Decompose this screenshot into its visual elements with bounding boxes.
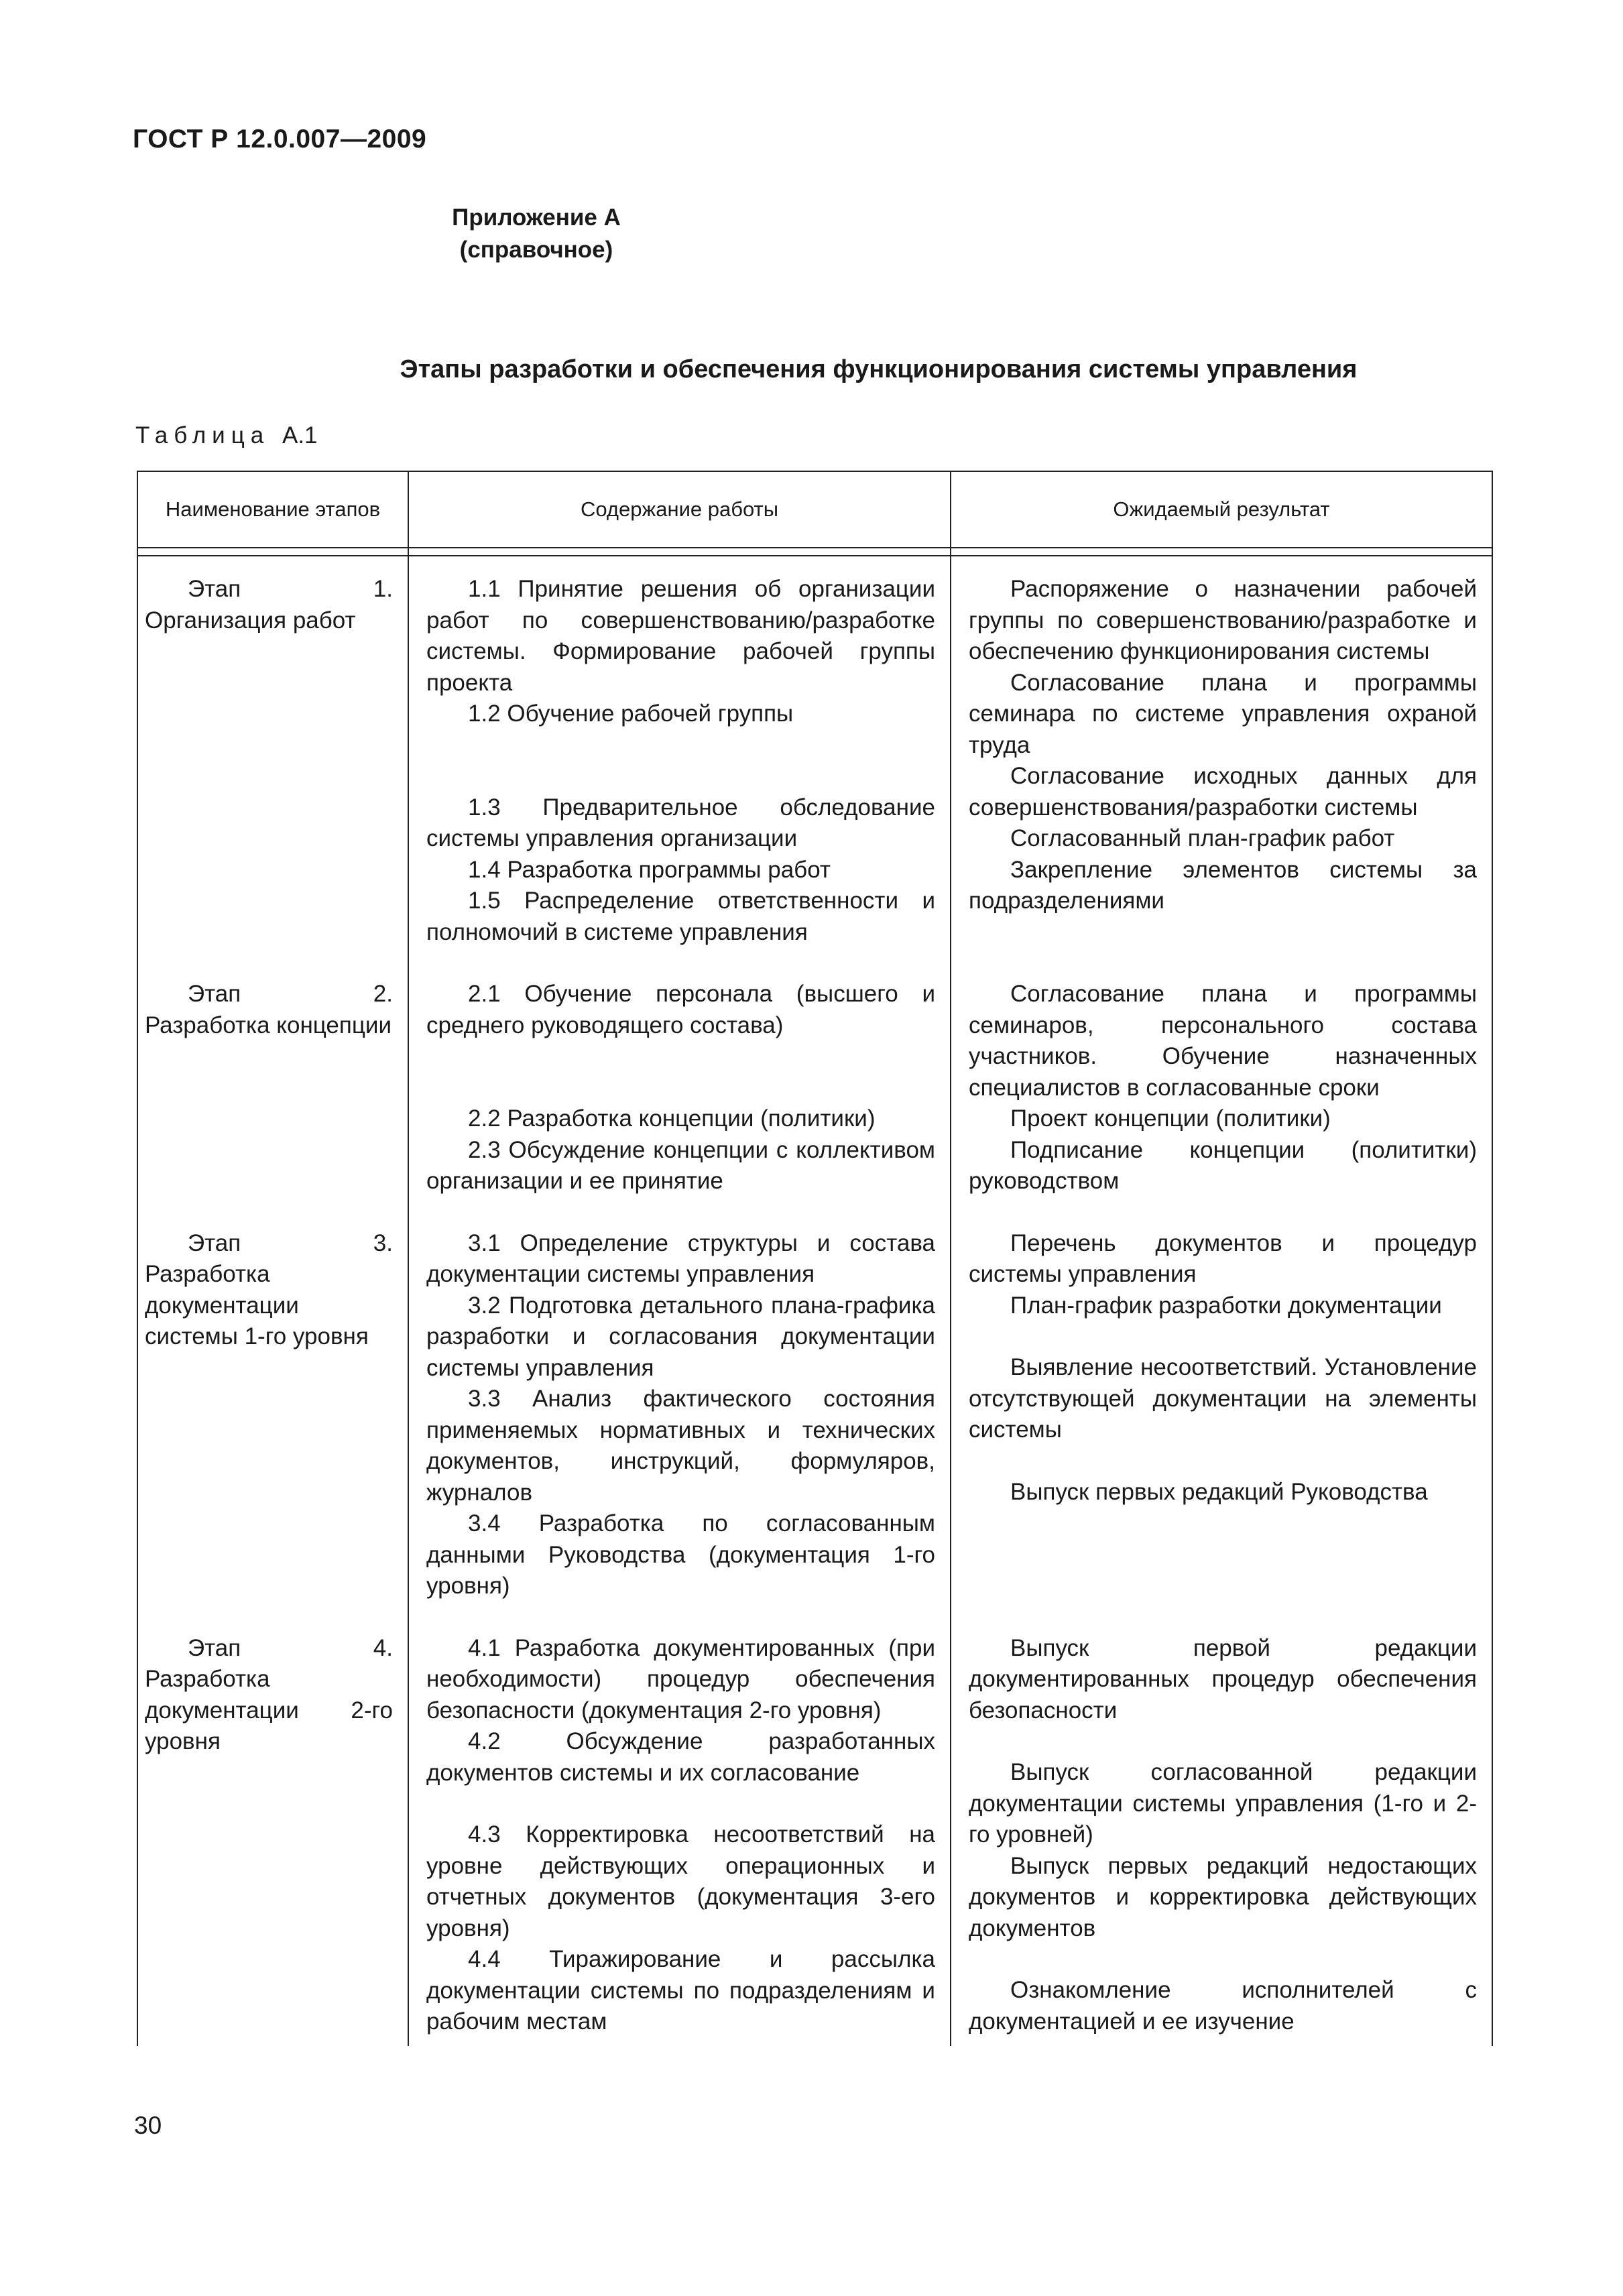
work-item: 3.3 Анализ фактического состояния применяемых нормативных и технических документов, инструкций, формуляров, журналов	[426, 1386, 935, 1506]
result-item: Согласование исходных данных для совершенствования/разработки системы	[969, 763, 1477, 821]
appendix-title: Приложение А	[452, 204, 621, 231]
table-header-row	[137, 471, 1492, 548]
stage-name: Этап 2. Разработка концепции	[145, 981, 393, 1038]
work-item: 1.1 Принятие решения об организации работ по совершенствованию/разработке системы. Формирование рабочей группы проекта	[426, 576, 935, 696]
result-item: Выпуск согласованной редакции документации системы управления (1-го и 2-го уровней)	[969, 1759, 1477, 1848]
work-item: 1.5 Распределение ответственности и полномочий в системе управления	[426, 888, 935, 945]
work-item: 4.3 Корректировка несоответствий на уровне действующих операционных и отчетных документов (документация 3-его уровня)	[426, 1821, 935, 1941]
result-item: Выпуск первых редакций Руководства	[1010, 1478, 1428, 1505]
work-item: 2.3 Обсуждение концепции с коллективом организации и ее принятие	[426, 1136, 935, 1194]
work-item: 4.4 Тиражирование и рассылка документации системы по подразделениям и рабочим местам	[426, 1946, 935, 2035]
appendix-subtitle: (справочное)	[459, 237, 613, 263]
page-number: 30	[134, 2112, 162, 2139]
stage-name: Этап 3. Разработка документации системы 1-го уровня	[145, 1229, 393, 1349]
work-item: 2.1 Обучение персонала (высшего и среднего руководящего состава)	[426, 981, 935, 1038]
table-row	[137, 1211, 1492, 1616]
appendix-heading	[0, 202, 1623, 266]
document-header: ГОСТ Р 12.0.007—2009	[133, 125, 427, 154]
stages-table	[137, 471, 1493, 2046]
stage-name: Этап 1. Организация работ	[145, 576, 393, 633]
result-item: Проект концепции (политики)	[1010, 1105, 1331, 1132]
work-item: 4.2 Обсуждение разработанных документов системы и их согласование	[426, 1728, 935, 1786]
table-row	[137, 1616, 1492, 2046]
result-item: Перечень документов и процедур системы управления	[969, 1229, 1477, 1287]
table-row	[137, 556, 1492, 961]
work-item: 3.1 Определение структуры и состава документации системы управления	[426, 1229, 935, 1287]
result-item: Выпуск первой редакции документированных процедур обеспечения безопасности	[969, 1634, 1477, 1724]
table-label: Таблица А.1	[135, 422, 318, 448]
result-item: Закрепление элементов системы за подразделениями	[969, 856, 1477, 914]
col-header-work: Содержание работы	[408, 471, 951, 548]
col-header-result: Ожидаемый результат	[951, 471, 1492, 548]
stage-name: Этап 4. Разработка документации 2-го уровня	[145, 1634, 393, 1754]
work-item: 1.4 Разработка программы работ	[468, 856, 831, 883]
work-item: 4.1 Разработка документированных (при необходимости) процедур обеспечения безопасности (документация 2-го уровня)	[426, 1634, 935, 1724]
result-item: Согласование плана и программы семинаров, персонального состава участников. Обучение назначенных специалистов в согласованные сроки	[969, 981, 1477, 1101]
section-title: Этапы разработки и обеспечения функционирования системы управления	[400, 355, 1358, 383]
result-item: Распоряжение о назначении рабочей группы по совершенствованию/разработке и обеспечению функционирования системы	[969, 576, 1477, 664]
work-item: 1.2 Обучение рабочей группы	[468, 701, 794, 727]
work-item: 3.4 Разработка по согласованным данными Руководства (документация 1-го уровня)	[426, 1510, 935, 1599]
result-item: Выпуск первых редакций недостающих документов и корректировка действующих документов	[969, 1852, 1477, 1941]
result-item: Подписание концепции (полититки) руководством	[969, 1136, 1477, 1194]
table-row	[137, 961, 1492, 1211]
result-item: Выявление несоответствий. Установление отсутствующей документации на элементы системы	[969, 1354, 1477, 1443]
work-item: 3.2 Подготовка детального плана-графика разработки и согласования документации системы управления	[426, 1292, 935, 1381]
result-item: План-график разработки документации	[1010, 1292, 1442, 1319]
result-item: Ознакомление исполнителей с документацией и ее изучение	[969, 1977, 1477, 2035]
work-item: 2.2 Разработка концепции (политики)	[468, 1105, 876, 1132]
result-item: Согласование плана и программы семинара по системе управления охраной труда	[969, 669, 1477, 758]
col-header-stage: Наименование этапов	[137, 471, 408, 548]
work-item: 1.3 Предварительное обследование системы управления организации	[426, 794, 935, 851]
result-item: Согласованный план-график работ	[1010, 825, 1395, 851]
